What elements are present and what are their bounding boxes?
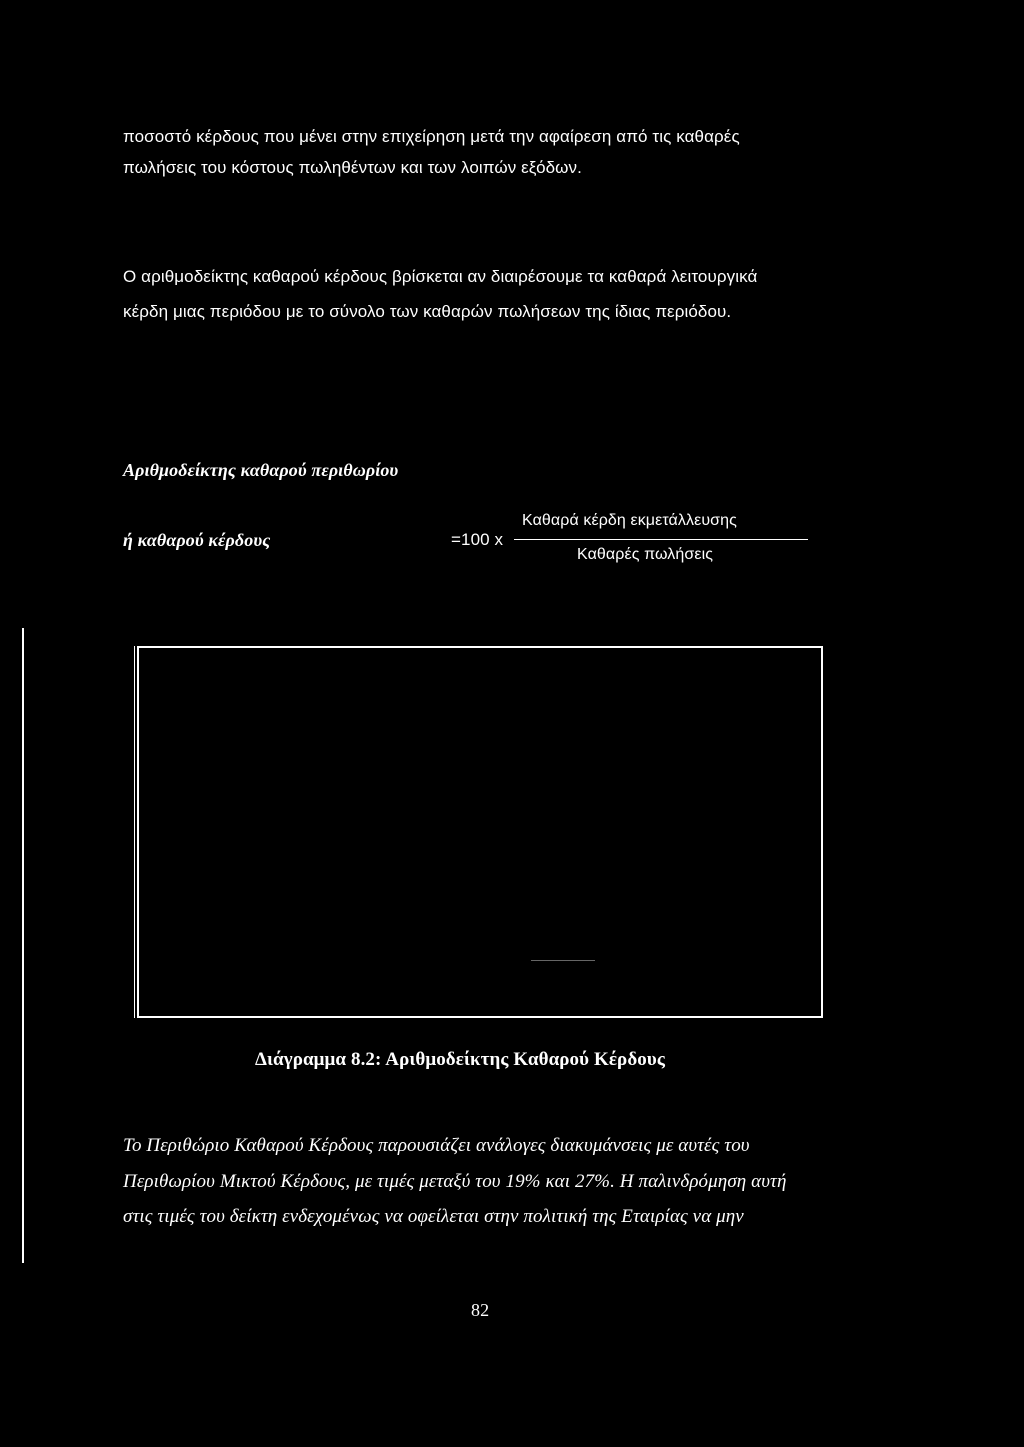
formula-denominator: Καθαρές πωλήσεις <box>577 546 714 563</box>
left-margin-rule <box>22 628 24 1263</box>
paragraph3-line1: Το Περιθώριο Καθαρού Κέρδους παρουσιάζει ανάλογες διακυμάνσεις με αυτές του <box>123 1135 750 1156</box>
paragraph1-line2: πωλήσεις του κόστους πωληθέντων και των λοιπών εξόδων. <box>123 158 582 177</box>
figure-caption: Διάγραμμα 8.2: Αριθμοδείκτης Καθαρού Κέρδους <box>255 1049 665 1070</box>
fraction-bar <box>514 539 808 540</box>
paragraph1-line1: ποσοστό κέρδους που μένει στην επιχείρηση μετά την αφαίρεση από τις καθαρές <box>123 127 740 146</box>
chart-faint-mark <box>531 960 595 961</box>
paragraph2-line2: κέρδη μιας περιόδου με το σύνολο των καθαρών πωλήσεων της ίδιας περιόδου. <box>123 302 732 321</box>
formula-name: ή καθαρού κέρδους <box>123 530 271 550</box>
chart-frame <box>137 646 823 1018</box>
paragraph2-line1: Ο αριθμοδείκτης καθαρού κέρδους βρίσκεται αν διαιρέσουμε τα καθαρά λειτουργικά <box>123 267 758 286</box>
paragraph3-line3: στις τιμές του δείκτη ενδεχομένως να οφείλεται στην πολιτική της Εταιρίας να μην <box>123 1206 744 1227</box>
formula-multiplier: =100 x <box>451 530 504 549</box>
formula-numerator: Καθαρά κέρδη εκμετάλλευσης <box>522 512 737 529</box>
paragraph3-line2: Περιθωρίου Μικτού Κέρδους, με τιμές μεταξύ του 19% και 27%. Η παλινδρόμηση αυτή <box>123 1171 787 1192</box>
formula-title: Αριθμοδείκτης καθαρού περιθωρίου <box>123 460 399 480</box>
page-number: 82 <box>471 1300 490 1320</box>
left-margin-rule-inner <box>134 646 135 1018</box>
